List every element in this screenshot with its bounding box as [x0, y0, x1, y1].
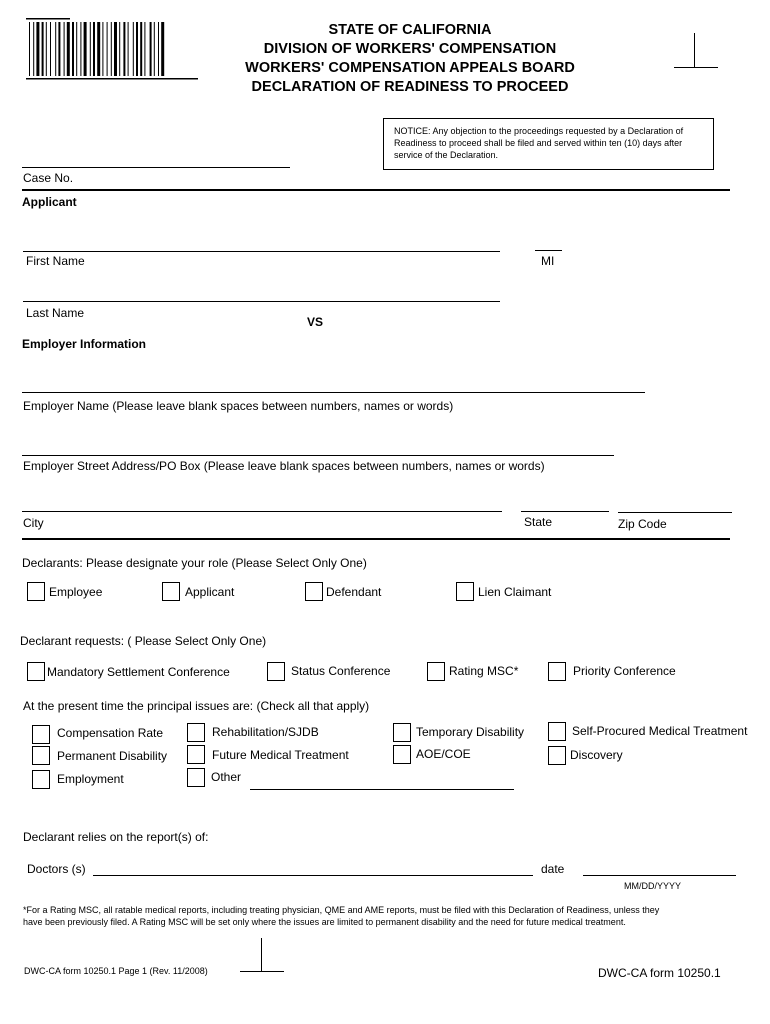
zip-code-label: Zip Code	[618, 517, 667, 531]
checkbox-discovery[interactable]	[548, 746, 566, 765]
checkbox-status-conference[interactable]	[267, 662, 285, 681]
date-field[interactable]	[583, 875, 736, 876]
rating-msc-footnote: *For a Rating MSC, all ratable medical reports, including treating physician, QME and AME reports, must be filed with this Declaration of Readiness, unless they have been previously filed. A Rating MSC will be set only where the issues are limited to permanent disability and the need for future medical treatment.	[23, 905, 660, 927]
footer-mark-vertical	[261, 938, 262, 972]
barcode-bar	[58, 22, 60, 76]
barcode-bar	[114, 22, 117, 76]
barcode-bar	[150, 22, 152, 76]
divider-top	[22, 189, 730, 191]
employer-name-label: Employer Name (Please leave blank spaces between numbers, names or words)	[23, 399, 454, 413]
checkbox-rehabilitation[interactable]	[187, 723, 205, 742]
date-format-hint: MM/DD/YYYY	[624, 881, 682, 891]
barcode-bar	[140, 22, 142, 76]
label-rehabilitation: Rehabilitation/SJDB	[212, 725, 319, 739]
corner-mark-horizontal	[674, 67, 718, 68]
barcode-bar	[128, 22, 129, 76]
barcode-bar	[46, 22, 47, 76]
label-discovery: Discovery	[570, 748, 623, 762]
employer-address-field[interactable]	[22, 455, 614, 456]
footer-mark-horizontal	[240, 971, 284, 972]
label-status-conference: Status Conference	[291, 664, 391, 678]
barcode-bar	[33, 22, 34, 76]
barcode-bar	[161, 22, 164, 76]
header-state: STATE OF CALIFORNIA	[328, 22, 492, 38]
barcode-bar	[90, 22, 91, 76]
date-label: date	[541, 862, 565, 876]
checkbox-compensation-rate[interactable]	[32, 725, 50, 744]
label-compensation-rate: Compensation Rate	[57, 726, 164, 740]
label-rating-msc: Rating MSC*	[449, 664, 519, 678]
barcode-bar	[136, 22, 138, 76]
declarants-prompt: Declarants: Please designate your role (Please Select Only One)	[22, 556, 367, 570]
header-board: WORKERS' COMPENSATION APPEALS BOARD	[245, 60, 575, 76]
label-permanent-disability: Permanent Disability	[57, 749, 168, 763]
barcode	[26, 18, 198, 82]
label-applicant: Applicant	[185, 585, 235, 599]
state-field[interactable]	[521, 511, 609, 512]
checkbox-priority-conference[interactable]	[548, 662, 566, 681]
reports-prompt: Declarant relies on the report(s) of:	[23, 830, 209, 844]
header-form-title: DECLARATION OF READINESS TO PROCEED	[251, 79, 569, 95]
mi-label: MI	[541, 254, 555, 268]
label-temporary-disability: Temporary Disability	[416, 725, 525, 739]
footer-form-revision: DWC-CA form 10250.1 Page 1 (Rev. 11/2008)	[24, 966, 208, 976]
checkbox-employee[interactable]	[27, 582, 45, 601]
doctors-label: Doctors (s)	[27, 862, 86, 876]
notice-box: NOTICE: Any objection to the proceedings requested by a Declaration of Readiness to proceed shall be filed and served within ten (10) days after service of the Declaration.	[383, 118, 714, 170]
city-label: City	[23, 516, 44, 530]
barcode-bar	[29, 22, 30, 76]
state-label: State	[524, 515, 553, 529]
barcode-bar	[93, 22, 95, 76]
corner-mark-vertical	[694, 33, 695, 68]
barcode-bar	[102, 22, 103, 76]
checkbox-self-procured-medical[interactable]	[548, 722, 566, 741]
city-field[interactable]	[22, 511, 502, 512]
checkbox-temporary-disability[interactable]	[393, 723, 411, 742]
barcode-bar	[80, 22, 81, 76]
mi-field[interactable]	[535, 250, 562, 251]
barcode-bar	[107, 22, 108, 76]
checkbox-future-medical[interactable]	[187, 745, 205, 764]
barcode-bar	[50, 22, 51, 76]
barcode-bar	[64, 22, 65, 76]
checkbox-aoe-coe[interactable]	[393, 745, 411, 764]
label-lien-claimant: Lien Claimant	[478, 585, 552, 599]
label-mandatory-settlement: Mandatory Settlement Conference	[47, 665, 230, 679]
barcode-bar	[84, 22, 87, 76]
barcode-bar	[119, 22, 120, 76]
barcode-bar	[67, 22, 70, 76]
first-name-label: First Name	[26, 254, 85, 268]
checkbox-applicant[interactable]	[162, 582, 180, 601]
checkbox-employment[interactable]	[32, 770, 50, 789]
last-name-label: Last Name	[26, 306, 85, 320]
label-aoe-coe: AOE/COE	[416, 747, 471, 761]
barcode-bar	[76, 22, 77, 76]
barcode-bar	[55, 22, 56, 76]
label-employee: Employee	[49, 585, 103, 599]
checkbox-mandatory-settlement[interactable]	[27, 662, 45, 681]
requests-prompt: Declarant requests: ( Please Select Only One)	[20, 634, 267, 648]
issues-prompt: At the present time the principal issues are: (Check all that apply)	[23, 699, 370, 713]
versus-label: VS	[307, 315, 324, 329]
footer-form-number: DWC-CA form 10250.1	[598, 966, 721, 980]
last-name-field[interactable]	[23, 301, 500, 302]
doctors-field[interactable]	[93, 875, 533, 876]
barcode-bar	[144, 22, 145, 76]
barcode-bar	[97, 22, 100, 76]
checkbox-rating-msc[interactable]	[427, 662, 445, 681]
barcode-bar	[133, 22, 134, 76]
header-division: DIVISION OF WORKERS' COMPENSATION	[263, 41, 557, 57]
employer-heading: Employer Information	[22, 337, 147, 351]
case-number-field[interactable]	[22, 167, 290, 168]
label-self-procured-medical: Self-Procured Medical Treatment	[572, 724, 748, 738]
barcode-bar	[111, 22, 112, 76]
barcode-bar	[36, 22, 39, 76]
checkbox-permanent-disability[interactable]	[32, 746, 50, 765]
label-employment: Employment	[57, 772, 124, 786]
barcode-bar	[72, 22, 74, 76]
checkbox-other[interactable]	[187, 768, 205, 787]
employer-name-field[interactable]	[22, 392, 645, 393]
first-name-field[interactable]	[23, 251, 500, 252]
label-priority-conference: Priority Conference	[573, 664, 676, 678]
zip-code-field[interactable]	[618, 512, 732, 513]
employer-address-label: Employer Street Address/PO Box (Please leave blank spaces between numbers, names or words)	[23, 459, 545, 473]
barcode-bar	[123, 22, 125, 76]
label-defendant: Defendant	[326, 585, 382, 599]
label-future-medical: Future Medical Treatment	[212, 748, 349, 762]
barcode-bar	[42, 22, 44, 76]
barcode-bar	[154, 22, 155, 76]
checkbox-lien-claimant[interactable]	[456, 582, 474, 601]
applicant-heading: Applicant	[22, 195, 77, 209]
barcode-bar	[158, 22, 159, 76]
divider-middle	[22, 538, 730, 540]
checkbox-defendant[interactable]	[305, 582, 323, 601]
case-number-label: Case No.	[23, 171, 74, 185]
other-issue-field[interactable]	[250, 789, 514, 790]
label-other: Other	[211, 770, 242, 784]
